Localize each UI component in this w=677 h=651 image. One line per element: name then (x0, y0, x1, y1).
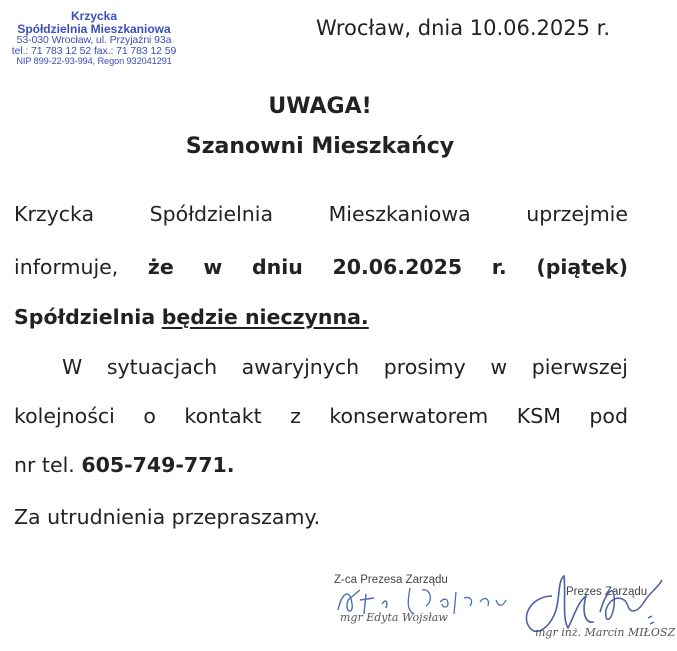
emergency-phone: 605-749-771. (81, 453, 235, 477)
paragraph1-line2 (14, 255, 628, 279)
signature-name: mgr inż. Marcin MIŁOSZ (535, 626, 676, 639)
word: kontakt (184, 404, 262, 428)
word: W (62, 355, 83, 379)
word-bold: w (203, 255, 223, 279)
signature-block-president (566, 586, 647, 598)
signature-name-deputy-wrap (340, 611, 448, 624)
signature-title: Z-ca Prezesa Zarządu (334, 574, 448, 586)
paragraph2-line1 (62, 355, 628, 379)
word: sytuacjach (106, 355, 218, 379)
word: kolejności (14, 404, 115, 428)
word: pod (589, 404, 628, 428)
word: konserwatorem (329, 404, 489, 428)
paragraph2-line3 (14, 453, 628, 477)
document-date: Wrocław, dnia 10.06.2025 r. (316, 16, 611, 40)
notice-title: UWAGA! (268, 94, 372, 119)
signature-title: Prezes Zarządu (566, 586, 648, 598)
stamp-name-line1: Krzycka (70, 9, 118, 23)
word: w (490, 355, 508, 379)
company-stamp (4, 10, 184, 67)
signature-block-deputy (334, 574, 448, 586)
word-bold: Spółdzielnia (14, 305, 156, 329)
word: z (290, 404, 301, 428)
stamp-ids: NIP 899-22-93-994, Regon 932041291 (16, 56, 172, 67)
word: o (143, 404, 156, 428)
word-bold: dniu (251, 255, 303, 279)
signature-name: mgr Edyta Wojsław (340, 611, 448, 624)
word: informuje, (14, 255, 119, 279)
paragraph2-line2 (14, 404, 628, 428)
word-bold: że (147, 255, 174, 279)
word: Krzycka (14, 202, 95, 226)
word: Mieszkaniowa (328, 202, 471, 226)
word: prosimy (383, 355, 466, 379)
word: uprzejmie (526, 202, 628, 226)
phone-label: nr tel. (14, 453, 82, 477)
closure-weekday: (piątek) (536, 255, 628, 279)
stamp-phone: tel.: 71 783 12 52 fax.: 71 783 12 59 (11, 45, 177, 58)
closure-date: 20.06.2025 (332, 255, 463, 279)
paragraph1-line1 (14, 202, 628, 226)
word: awaryjnych (241, 355, 360, 379)
notice-subtitle: Szanowni Mieszkańcy (185, 134, 455, 159)
stamp-name-line2: Spółdzielnia Mieszkaniowa (17, 21, 171, 36)
word: Spółdzielnia (149, 202, 274, 226)
closure-notice: będzie nieczynna. (161, 305, 369, 329)
word-bold: r. (491, 255, 507, 279)
word: KSM (516, 404, 561, 428)
signature-name-president-wrap (535, 626, 675, 639)
paragraph1-line3 (14, 305, 628, 329)
closing-line: Za utrudnienia przepraszamy. (14, 505, 321, 529)
word: pierwszej (531, 355, 628, 379)
stamp-address: 53-030 Wrocław, ul. Przyjaźni 93a (16, 34, 172, 47)
